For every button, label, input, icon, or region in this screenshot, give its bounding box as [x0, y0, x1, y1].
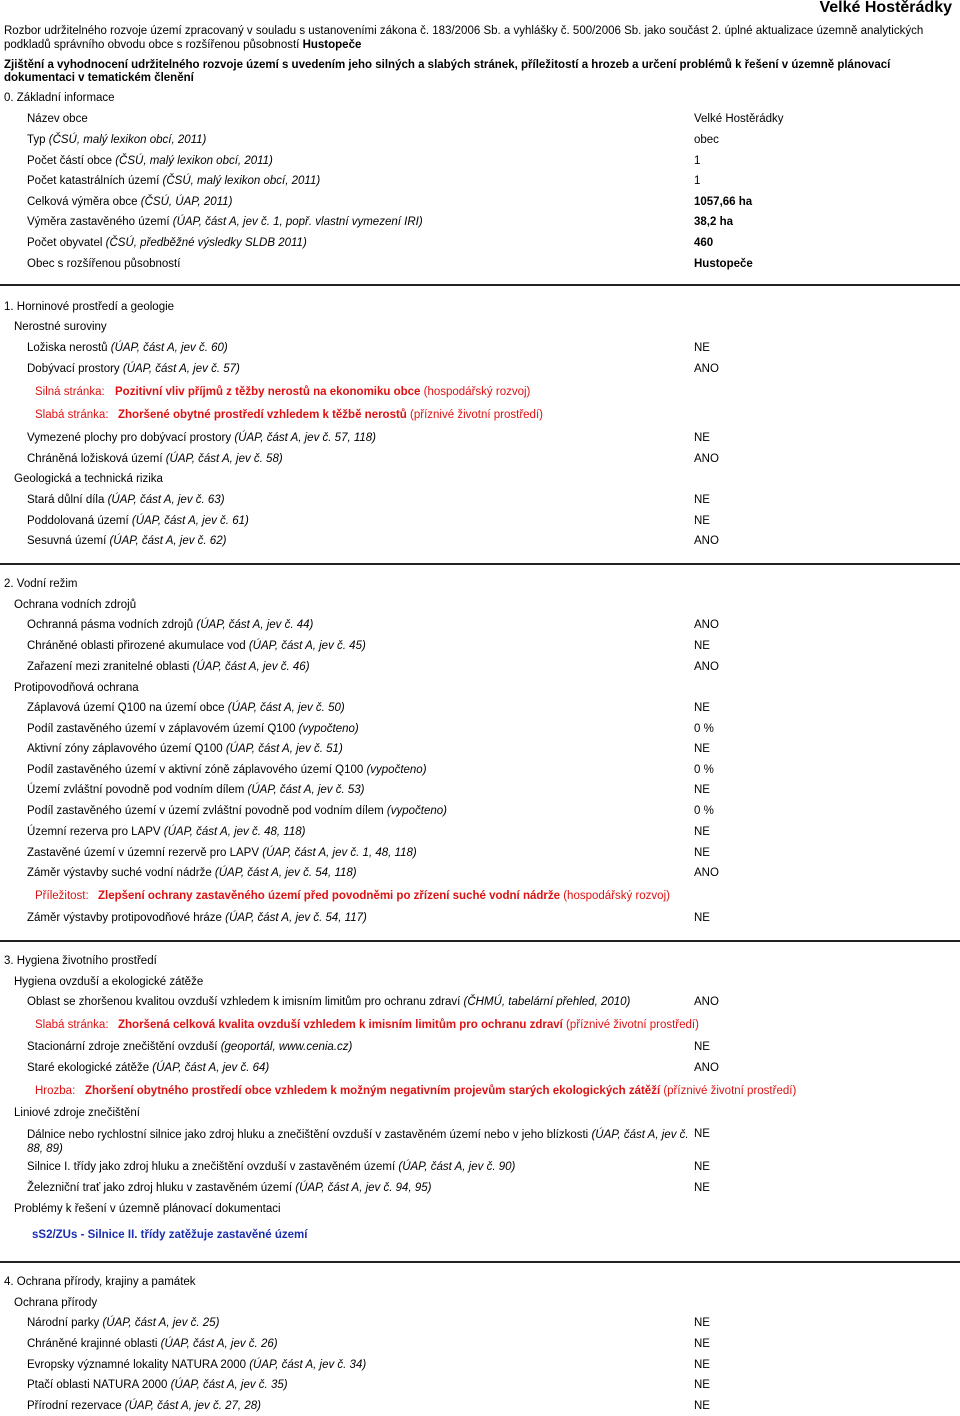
- indicator-label: [27, 515, 249, 527]
- indicator-value: ANO: [694, 1062, 719, 1074]
- section-4-title: 4. Ochrana přírody, krajiny a památek: [4, 1276, 196, 1288]
- indicator-source: (vypočteno): [386, 805, 447, 817]
- indicator-value: ANO: [694, 535, 719, 547]
- note-category: (příznivé životní prostředí): [562, 1019, 699, 1031]
- indicator-source: (ÚAP, část A, jev č. 25): [102, 1317, 220, 1329]
- header-line-1: Rozbor udržitelného rozvoje území zpracovaný v souladu s ustanoveními zákona č. 183/2006 Sb. a vyhlášky č. 500/2006 Sb. jako součást 2. úplné aktualizace územně analytických: [4, 25, 924, 37]
- info-label-text: Obec s rozšířenou působností: [27, 258, 181, 270]
- indicator-label: [27, 723, 359, 735]
- indicator-label-text: Chráněné oblasti přirozené akumulace vod: [27, 640, 249, 652]
- note-category: (příznivé životní prostředí): [406, 409, 543, 421]
- indicator-value: NE: [694, 743, 710, 755]
- municipality-title: Velké Hostěrádky: [819, 0, 952, 16]
- indicator-label: [27, 784, 365, 796]
- info-label: [27, 155, 273, 167]
- indicator-value: NE: [694, 1400, 710, 1412]
- indicator-source: (ÚAP, část A, jev č. 26): [160, 1338, 278, 1350]
- indicator-source: (ÚAP, část A, jev č. 53): [247, 784, 365, 796]
- indicator-label-text: Silnice I. třídy jako zdroj hluku a znečištění ovzduší v zastavěném území: [27, 1161, 399, 1173]
- indicator-source: (ÚAP, část A, jev č. 1, 48, 118): [262, 847, 417, 859]
- info-source: (ČSÚ, předběžné výsledky SLDB 2011): [105, 237, 307, 249]
- indicator-value: NE: [694, 1359, 710, 1371]
- indicator-source: (ÚAP, část A, jev č. 34): [249, 1359, 367, 1371]
- indicator-source: (vypočteno): [298, 723, 359, 735]
- indicator-label-text: Chráněná ložisková území: [27, 453, 166, 465]
- indicator-source: (ÚAP, část A, jev č. 35): [170, 1379, 288, 1391]
- indicator-label-text: Oblast se zhoršenou kvalitou ovzduší vzhledem k imisním limitům pro ochranu zdraví: [27, 996, 464, 1008]
- indicator-value: NE: [694, 342, 710, 354]
- indicator-label: [27, 1338, 278, 1350]
- indicator-label: [27, 1400, 261, 1412]
- indicator-label-text: Přírodní rezervace: [27, 1400, 125, 1412]
- indicator-label: [27, 867, 357, 879]
- info-label: [27, 196, 232, 208]
- note-kind: Slabá stránka:: [35, 1019, 109, 1031]
- info-label-text: Počet částí obce: [27, 155, 116, 167]
- info-value: 1: [694, 155, 701, 167]
- indicator-label-text: Aktivní zóny záplavového území Q100: [27, 743, 226, 755]
- indicator-value: NE: [694, 1161, 710, 1173]
- indicator-source: (ČHMÚ, tabelární přehled, 2010): [463, 996, 631, 1008]
- indicator-value: ANO: [694, 867, 719, 879]
- indicator-value: NE: [694, 912, 710, 924]
- indicator-source: (ÚAP, část A, jev č. 46): [192, 661, 310, 673]
- indicator-label: [27, 1161, 515, 1173]
- indicator-value: 0 %: [694, 723, 714, 735]
- indicator-source: (ÚAP, část A, jev č. 60): [110, 342, 228, 354]
- indicator-source: (ÚAP, část A, jev č. 58): [165, 453, 283, 465]
- indicator-value: ANO: [694, 619, 719, 631]
- indicator-value: NE: [694, 1128, 710, 1140]
- indicator-label-text: Poddolovaná území: [27, 515, 132, 527]
- indicator-source: (ÚAP, část A, jev č. 57, 118): [234, 432, 377, 444]
- indicator-label: [27, 432, 376, 444]
- note-text: [98, 890, 670, 902]
- indicator-value: NE: [694, 1317, 710, 1329]
- section-divider: [0, 1261, 960, 1263]
- document-header: [4, 24, 924, 52]
- indicator-label: [27, 1041, 352, 1053]
- indicator-label-text: Podíl zastavěného území v území zvláštní povodně pod vodním dílem: [27, 805, 387, 817]
- indicator-source: (ÚAP, část A, jev č. 57): [122, 363, 240, 375]
- document-subtitle: Zjištění a vyhodnocení udržitelného rozvoje území s uvedením jeho silných a slabých stránek, příležitostí a hrozeb a určení problémů k řešení v územně plánovací dokumentaci v tematickém členění: [4, 59, 891, 84]
- problem-item: sS2/ZUs - Silnice II. třídy zatěžuje zastavěné území: [32, 1229, 308, 1241]
- indicator-source: (ÚAP, část A, jev č. 90): [398, 1161, 516, 1173]
- info-label: [27, 258, 180, 270]
- indicator-label: [27, 743, 343, 755]
- info-value: Velké Hostěrádky: [694, 113, 784, 125]
- indicator-source: (ÚAP, část A, jev č. 54, 118): [214, 867, 357, 879]
- note-text: [85, 1085, 796, 1097]
- info-value: 1057,66 ha: [694, 196, 753, 208]
- group-title: Geologická a technická rizika: [14, 473, 163, 485]
- indicator-label: [27, 847, 417, 859]
- indicator-label-text: Evropsky významné lokality NATURA 2000: [27, 1359, 250, 1371]
- indicator-source: (ÚAP, část A, jev č. 61): [131, 515, 249, 527]
- indicator-value: ANO: [694, 661, 719, 673]
- indicator-label-text: Záměr výstavby suché vodní nádrže: [27, 867, 215, 879]
- note-text: [115, 386, 530, 398]
- section-divider: [0, 563, 960, 565]
- indicator-source: (ÚAP, část A, jev č. 48, 118): [163, 826, 306, 838]
- indicator-label: [27, 661, 310, 673]
- indicator-source: (ÚAP, část A, jev č. 62): [109, 535, 227, 547]
- indicator-source: (ÚAP, část A, jev č. 88, 89): [27, 1129, 689, 1155]
- indicator-source: (ÚAP, část A, jev č. 44): [196, 619, 314, 631]
- note-kind: Silná stránka:: [35, 386, 105, 398]
- indicator-label-text: Záměr výstavby protipovodňové hráze: [27, 912, 226, 924]
- indicator-label: [27, 494, 225, 506]
- indicator-label: [27, 1317, 219, 1329]
- info-value: obec: [694, 134, 719, 146]
- indicator-value: NE: [694, 784, 710, 796]
- note-statement: Zhoršení obytného prostředí obce vzhledem k možným negativním projevům starých ekologických zátěží: [85, 1085, 661, 1097]
- indicator-value: NE: [694, 494, 710, 506]
- indicator-label-text: Dobývací prostory: [27, 363, 123, 375]
- group-title: Liniové zdroje znečištění: [14, 1107, 140, 1119]
- info-value: Hustopeče: [694, 258, 753, 270]
- indicator-value: NE: [694, 1379, 710, 1391]
- info-label: [27, 134, 206, 146]
- indicator-label-text: Stará důlní díla: [27, 494, 108, 506]
- indicator-label: [27, 764, 427, 776]
- indicator-label-text: Železniční trať jako zdroj hluku v zastavěném území: [27, 1182, 296, 1194]
- group-title: Problémy k řešení v územně plánovací dokumentaci: [14, 1203, 281, 1215]
- indicator-label: [27, 453, 283, 465]
- info-label: [27, 113, 88, 125]
- info-label-text: Název obce: [27, 113, 88, 125]
- note-statement: Pozitivní vliv příjmů z těžby nerostů na ekonomiku obce: [115, 386, 421, 398]
- indicator-label: [27, 912, 367, 924]
- group-title: Protipovodňová ochrana: [14, 682, 139, 694]
- indicator-label: [27, 619, 313, 631]
- indicator-source: (ÚAP, část A, jev č. 45): [248, 640, 366, 652]
- indicator-source: (ÚAP, část A, jev č. 64): [152, 1062, 270, 1074]
- indicator-label: [27, 1359, 366, 1371]
- info-value: 38,2 ha: [694, 216, 733, 228]
- indicator-label: [27, 1182, 431, 1194]
- indicator-label-text: Ochranná pásma vodních zdrojů: [27, 619, 197, 631]
- indicator-source: (vypočteno): [366, 764, 427, 776]
- indicator-label-text: Ložiska nerostů: [27, 342, 111, 354]
- indicator-label-text: Sesuvná území: [27, 535, 110, 547]
- indicator-value: ANO: [694, 363, 719, 375]
- indicator-label: [27, 1379, 288, 1391]
- indicator-label: [27, 640, 366, 652]
- indicator-label-text: Staré ekologické zátěže: [27, 1062, 153, 1074]
- indicator-value: NE: [694, 702, 710, 714]
- info-source: (ČSÚ, malý lexikon obcí, 2011): [48, 134, 207, 146]
- section-3-title: 3. Hygiena životního prostředí: [4, 955, 157, 967]
- indicator-value: NE: [694, 432, 710, 444]
- info-label-text: Výměra zastavěného území: [27, 216, 173, 228]
- header-orp-name: Hustopeče: [302, 39, 362, 51]
- indicator-label-text: Vymezené plochy pro dobývací prostory: [27, 432, 235, 444]
- indicator-source: (ÚAP, část A, jev č. 94, 95): [295, 1182, 432, 1194]
- indicator-label-text: Zařazení mezi zranitelné oblasti: [27, 661, 193, 673]
- info-source: (ČSÚ, ÚAP, 2011): [140, 196, 233, 208]
- info-label-text: Typ: [27, 134, 49, 146]
- note-category: (hospodářský rozvoj): [420, 386, 531, 398]
- section-2-title: 2. Vodní režim: [4, 578, 78, 590]
- indicator-source: (ÚAP, část A, jev č. 27, 28): [124, 1400, 261, 1412]
- indicator-label-text: Dálnice nebo rychlostní silnice jako zdroj hluku a znečištění ovzduší v zastavěném území nebo v jeho blízkosti: [27, 1129, 592, 1141]
- info-label-text: Počet katastrálních území: [27, 175, 163, 187]
- note-text: [118, 1019, 699, 1031]
- indicator-source: (ÚAP, část A, jev č. 51): [225, 743, 343, 755]
- note-kind: Příležitost:: [35, 890, 89, 902]
- indicator-value: ANO: [694, 996, 719, 1008]
- group-title: Ochrana přírody: [14, 1297, 98, 1309]
- group-title: Nerostné suroviny: [14, 321, 107, 333]
- indicator-label-text: Podíl zastavěného území v záplavovém území Q100: [27, 723, 299, 735]
- indicator-value: NE: [694, 515, 710, 527]
- indicator-value: ANO: [694, 453, 719, 465]
- indicator-label: [27, 702, 345, 714]
- note-kind: Hrozba:: [35, 1085, 76, 1097]
- indicator-label-text: Územní rezerva pro LAPV: [27, 826, 164, 838]
- indicator-label: [27, 1062, 269, 1074]
- indicator-value: 0 %: [694, 764, 714, 776]
- indicator-label-text: Národní parky: [27, 1317, 103, 1329]
- indicator-label: [27, 535, 226, 547]
- info-source: (ČSÚ, malý lexikon obcí, 2011): [162, 175, 321, 187]
- indicator-label: [27, 363, 240, 375]
- note-text: [118, 409, 543, 421]
- section-0-title: 0. Základní informace: [4, 92, 115, 104]
- info-label-text: Celková výměra obce: [27, 196, 141, 208]
- header-line-2: podkladů správního obvodu obce s rozšířenou působností: [4, 39, 303, 51]
- indicator-label: [27, 996, 630, 1008]
- info-label: [27, 237, 307, 249]
- indicator-value: NE: [694, 1182, 710, 1194]
- group-title: Hygiena ovzduší a ekologické zátěže: [14, 976, 204, 988]
- indicator-value: 0 %: [694, 805, 714, 817]
- indicator-label-text: Zastavěné území v územní rezervě pro LAPV: [27, 847, 263, 859]
- indicator-source: (ÚAP, část A, jev č. 50): [227, 702, 345, 714]
- section-divider: [0, 284, 960, 286]
- indicator-label: [27, 342, 228, 354]
- note-statement: Zlepšení ochrany zastavěného území před povodněmi po zřízení suché vodní nádrže: [98, 890, 561, 902]
- indicator-label-text: Podíl zastavěného území v aktivní zóně záplavového území Q100: [27, 764, 367, 776]
- indicator-value: NE: [694, 847, 710, 859]
- indicator-value: NE: [694, 1338, 710, 1350]
- note-statement: Zhoršené obytné prostředí vzhledem k těžbě nerostů: [118, 409, 407, 421]
- info-value: 460: [694, 237, 714, 249]
- note-kind: Slabá stránka:: [35, 409, 109, 421]
- group-title: Ochrana vodních zdrojů: [14, 599, 137, 611]
- indicator-label-text: Území zvláštní povodně pod vodním dílem: [27, 784, 248, 796]
- indicator-source: (geoportál, www.cenia.cz): [220, 1041, 353, 1053]
- indicator-label-text: Záplavová území Q100 na území obce: [27, 702, 228, 714]
- indicator-value: NE: [694, 640, 710, 652]
- indicator-label-text: Chráněné krajinné oblasti: [27, 1338, 161, 1350]
- indicator-label-text: Stacionární zdroje znečištění ovzduší: [27, 1041, 221, 1053]
- note-category: (hospodářský rozvoj): [560, 890, 670, 902]
- note-statement: Zhoršená celková kvalita ovzduší vzhledem k imisním limitům pro ochranu zdraví: [118, 1019, 563, 1031]
- indicator-label: [27, 805, 447, 817]
- indicator-label: [27, 1128, 692, 1156]
- indicator-source: (ÚAP, část A, jev č. 63): [107, 494, 225, 506]
- indicator-value: NE: [694, 1041, 710, 1053]
- info-label: [27, 216, 423, 228]
- info-source: (ČSÚ, malý lexikon obcí, 2011): [115, 155, 273, 167]
- indicator-value: NE: [694, 826, 710, 838]
- indicator-source: (ÚAP, část A, jev č. 54, 117): [225, 912, 367, 924]
- section-divider: [0, 940, 960, 942]
- section-1-title: 1. Horninové prostředí a geologie: [4, 301, 175, 313]
- note-category: (příznivé životní prostředí): [660, 1085, 797, 1097]
- info-label: [27, 175, 320, 187]
- info-value: 1: [694, 175, 701, 187]
- indicator-label: [27, 826, 305, 838]
- info-label-text: Počet obyvatel: [27, 237, 106, 249]
- info-source: (ÚAP, část A, jev č. 1, popř. vlastní vymezení IRI): [172, 216, 423, 228]
- indicator-label-text: Ptačí oblasti NATURA 2000: [27, 1379, 171, 1391]
